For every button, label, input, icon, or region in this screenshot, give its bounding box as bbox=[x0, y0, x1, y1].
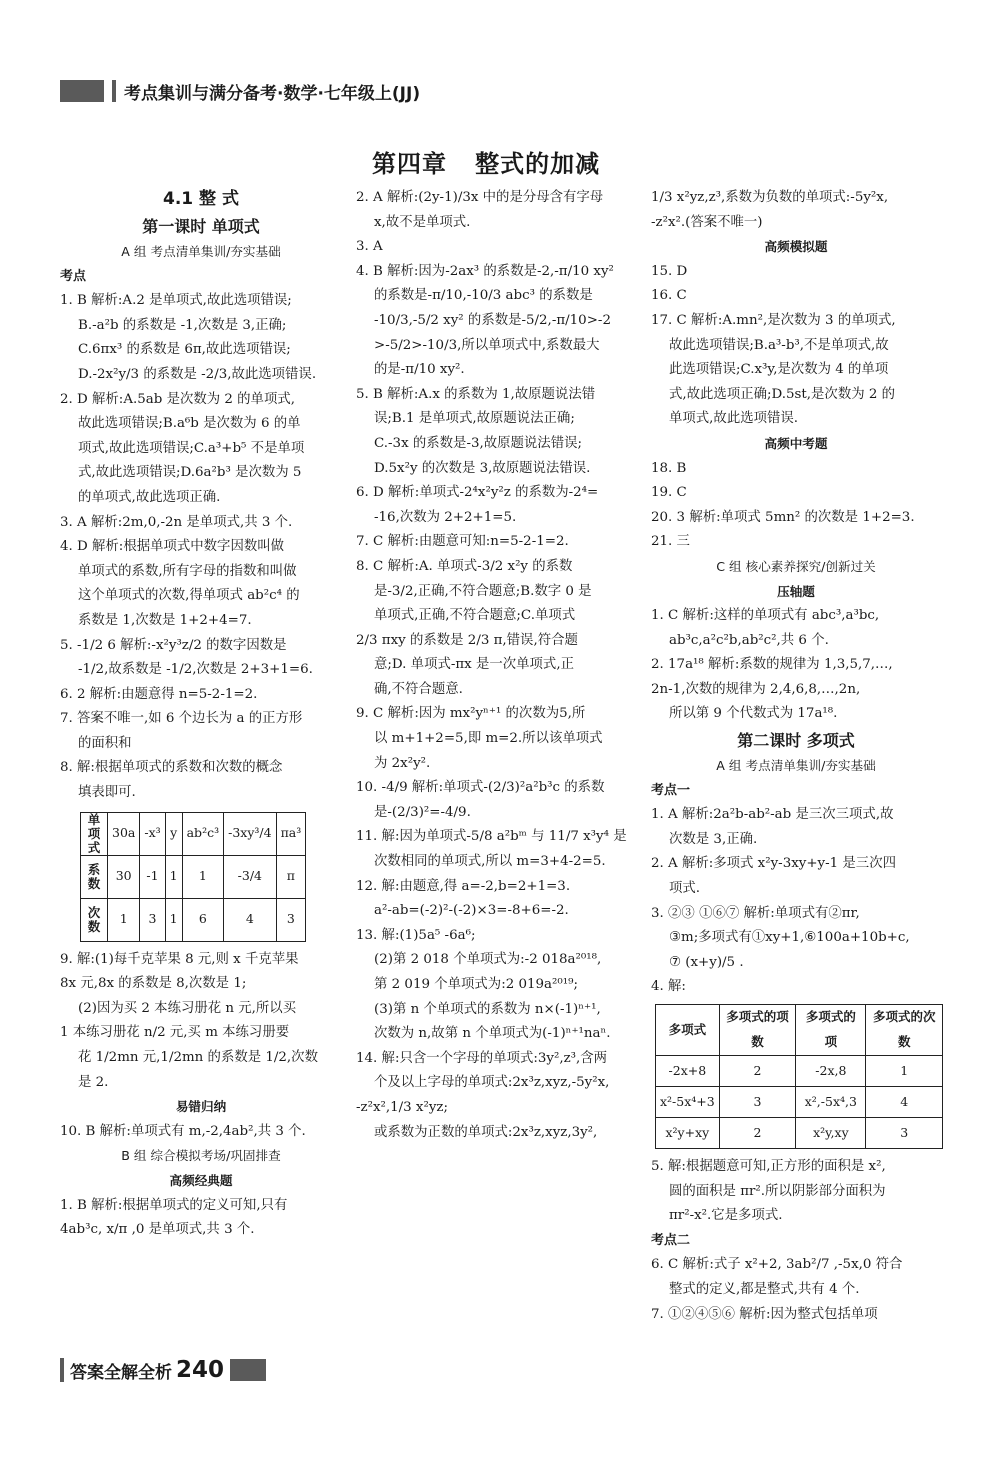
table-cell: 30a bbox=[108, 812, 140, 855]
polynomial-table bbox=[655, 1004, 943, 1149]
monomial-table bbox=[80, 812, 306, 942]
answer-line: 次数是 3,正确. bbox=[669, 831, 758, 847]
answer-line: 故此选项错误;B.a⁶b 是次数为 6 的单 bbox=[78, 416, 301, 432]
answer-lines bbox=[651, 1253, 941, 1327]
column-3 bbox=[651, 186, 941, 1327]
answer-line: 或系数为正数的单项式:2x³z,xyz,3y², bbox=[374, 1124, 598, 1140]
table-cell: 1 bbox=[165, 898, 182, 941]
answer-line: 此选项错误;C.x³y,是次数为 4 的单项 bbox=[669, 362, 889, 378]
table-cell: 3 bbox=[140, 898, 165, 941]
answer-line: 次数为 n,故第 n 个单项式为(-1)ⁿ⁺¹naⁿ. bbox=[374, 1026, 611, 1042]
answer-line: 的是-π/10 xy². bbox=[374, 362, 465, 378]
answer-line: 14. 解:只含一个字母的单项式:3y²,z³,含两 bbox=[356, 1050, 608, 1066]
subheading: 高频中考题 bbox=[764, 435, 828, 451]
answer-line: 故此选项错误;B.a³-b³,不是单项式,故 bbox=[669, 337, 889, 353]
group-heading: B 组 综合模拟考场/巩固排查 bbox=[121, 1148, 281, 1164]
table-row bbox=[81, 898, 306, 941]
answer-line: x,故不是单项式. bbox=[374, 214, 471, 230]
footer-bar bbox=[230, 1359, 266, 1381]
answer-line: 式,故此选项正确;D.5st,是次数为 2 的 bbox=[669, 386, 896, 402]
answer-line: 个及以上字母的单项式:2x³z,xyz,-5y²x, bbox=[374, 1075, 610, 1091]
answer-line: 2/3 πxy 的系数是 2/3 π,错误,符合题 bbox=[356, 632, 578, 648]
answer-line: 所以第 9 个代数式为 17a¹⁸. bbox=[669, 706, 838, 722]
answer-lines bbox=[651, 1155, 941, 1229]
table-cell: -2x+8 bbox=[656, 1056, 720, 1087]
answer-line: 2n-1,次数的规律为 2,4,6,8,…,2n, bbox=[651, 681, 861, 697]
answer-line: 式,故此选项错误;D.6a²b³ 是次数为 5 bbox=[78, 465, 302, 481]
answer-line: -z²x²,1/3 x²yz; bbox=[356, 1099, 448, 1115]
table-cell: 3 bbox=[719, 1087, 795, 1118]
answer-line: 项式,故此选项错误;C.a³+b⁵ 不是单项 bbox=[78, 440, 305, 456]
answer-lines bbox=[60, 948, 342, 1096]
group-heading: A 组 考点清单集训/夯实基础 bbox=[716, 758, 876, 774]
table-cell: 30 bbox=[108, 855, 140, 898]
table-cell: 系数 bbox=[81, 855, 108, 898]
answer-line: 项式. bbox=[669, 881, 701, 897]
answer-line: 6. 2 解析:由题意得 n=5-2-1=2. bbox=[60, 686, 258, 702]
answer-line: 16. C bbox=[651, 288, 687, 304]
answer-line: 4. 解: bbox=[651, 979, 686, 995]
answer-line: 1. A 解析:2a²b-ab²-ab 是三次三项式,故 bbox=[651, 807, 894, 823]
table-cell: 3 bbox=[866, 1118, 943, 1149]
answer-line: 第 2 019 个单项式为:2 019a²⁰¹⁹; bbox=[374, 977, 579, 992]
header-bar bbox=[60, 80, 104, 102]
answer-line: (2)因为买 2 本练习册花 n 元,所以买 bbox=[78, 1000, 297, 1016]
answer-line: 19. C bbox=[651, 485, 687, 501]
answer-line: D.-2x²y/3 的系数是 -2/3,故此选项错误. bbox=[78, 366, 317, 382]
footer-separator bbox=[60, 1358, 64, 1382]
kaodian-heading: 考点一 bbox=[651, 782, 691, 798]
table-cell: 2 bbox=[719, 1118, 795, 1149]
answer-line: (2)第 2 018 个单项式为:-2 018a²⁰¹⁸, bbox=[374, 952, 602, 968]
table-row bbox=[656, 1005, 943, 1056]
table-cell: -3/4 bbox=[224, 855, 276, 898]
table-cell: π bbox=[276, 855, 306, 898]
answer-line: 圆的面积是 πr².所以阴影部分面积为 bbox=[669, 1183, 886, 1199]
answer-line: 20. 3 解析:单项式 5mn² 的次数是 1+2=3. bbox=[651, 509, 915, 525]
answer-lines bbox=[651, 803, 941, 1000]
answer-line: 是-(2/3)²=-4/9. bbox=[374, 804, 471, 820]
answer-line: ab³c,a²c²b,ab²c²,共 6 个. bbox=[669, 632, 829, 648]
table-cell: y bbox=[165, 812, 182, 855]
table-cell: πa³ bbox=[276, 812, 306, 855]
table-cell: x²-5x⁴+3 bbox=[656, 1087, 720, 1118]
table-cell: 1 bbox=[182, 855, 223, 898]
answer-line: 3. A 解析:2m,0,-2n 是单项式,共 3 个. bbox=[60, 514, 293, 530]
answer-line: 系数是 1,次数是 1+2+4=7. bbox=[78, 612, 252, 628]
answer-line: 为 2x²y². bbox=[374, 755, 431, 771]
answer-line: 花 1/2mn 元,1/2mn 的系数是 1/2,次数 bbox=[78, 1050, 318, 1066]
answer-line: 1. C 解析:这样的单项式有 abc³,a³bc, bbox=[651, 608, 880, 624]
answer-lines bbox=[651, 457, 941, 555]
subheading: 高频模拟题 bbox=[764, 239, 828, 255]
table-row bbox=[656, 1118, 943, 1149]
table-cell: 3 bbox=[276, 898, 306, 941]
answer-line: 7. C 解析:由题意可知:n=5-2-1=2. bbox=[356, 534, 569, 550]
table-cell: x²y,xy bbox=[796, 1118, 866, 1149]
answer-line: 1. B 解析:A.2 是单项式,故此选项错误; bbox=[60, 293, 292, 309]
lesson-title: 第二课时 多项式 bbox=[737, 731, 855, 751]
column-2 bbox=[356, 186, 640, 1145]
answer-line: -10/3,-5/2 xy² 的系数是-5/2,-π/10>-2 bbox=[374, 312, 611, 328]
answer-line: D.5x²y 的次数是 3,故原题说法错误. bbox=[374, 460, 591, 476]
chapter-title: 第四章 整式的加减 bbox=[372, 150, 601, 178]
table-cell: x²,-5x⁴,3 bbox=[796, 1087, 866, 1118]
answer-line: -1/2,故系数是 -1/2,次数是 2+3+1=6. bbox=[78, 662, 313, 678]
answer-line: C.6πx³ 的系数是 6π,故此选项错误; bbox=[78, 342, 291, 358]
table-cell: 6 bbox=[182, 898, 223, 941]
subheading: 压轴题 bbox=[777, 583, 815, 599]
answer-line: 2. A 解析:(2y-1)/3x 中的是分母含有字母 bbox=[356, 190, 604, 205]
table-cell: -3xy³/4 bbox=[224, 812, 276, 855]
answer-line: 意;D. 单项式-πx 是一次单项式,正 bbox=[374, 657, 574, 673]
answer-line: ③m;多项式有①xy+1,⑥100a+10b+c, bbox=[669, 930, 910, 946]
answer-line: 确,不符合题意. bbox=[374, 681, 463, 697]
answer-line: a²-ab=(-2)²-(-2)×3=-8+6=-2. bbox=[374, 903, 569, 919]
answer-line: 的单项式,故此选项正确. bbox=[78, 489, 221, 505]
table-cell: -1 bbox=[140, 855, 165, 898]
answer-lines bbox=[60, 1194, 342, 1243]
answer-lines bbox=[651, 260, 941, 432]
answer-line: (3)第 n 个单项式的系数为 n×(-1)ⁿ⁺¹, bbox=[374, 1001, 601, 1017]
table-row bbox=[81, 812, 306, 855]
answer-line: -z²x².(答案不唯一) bbox=[651, 214, 763, 230]
answer-line: 4ab³c, x/π ,0 是单项式,共 3 个. bbox=[60, 1222, 255, 1238]
answer-line: 误;B.1 是单项式,故原题说法正确; bbox=[374, 411, 575, 427]
kaodian-heading: 考点二 bbox=[651, 1232, 691, 1248]
answer-line: 5. -1/2 6 解析:-x²y³z/2 的数字因数是 bbox=[60, 637, 287, 653]
answer-line: 8x 元,8x 的系数是 8,次数是 1; bbox=[60, 976, 247, 992]
answer-line: 的面积和 bbox=[78, 735, 132, 751]
answer-line: 2. 17a¹⁸ 解析:系数的规律为 1,3,5,7,…, bbox=[651, 657, 893, 673]
answer-line: 8. C 解析:A. 单项式-3/2 x²y 的系数 bbox=[356, 558, 573, 574]
answer-line: 6. C 解析:式子 x²+2, 3ab²/7 ,-5x,0 符合 bbox=[651, 1257, 903, 1273]
answer-line: 3. A bbox=[356, 239, 383, 255]
answer-line: 1/3 x²yz,z³,系数为负数的单项式:-5y²x, bbox=[651, 190, 889, 205]
answer-line: ⑦ (x+y)/5 . bbox=[669, 954, 744, 970]
answer-line: 2. D 解析:A.5ab 是次数为 2 的单项式, bbox=[60, 391, 295, 407]
table-row bbox=[656, 1087, 943, 1118]
answer-line: 次数相同的单项式,所以 m=3+4-2=5. bbox=[374, 854, 606, 870]
answer-line: 3. ②③ ①⑥⑦ 解析:单项式有②πr, bbox=[651, 905, 860, 921]
lesson-title: 第一课时 单项式 bbox=[142, 217, 260, 236]
section-title: 4.1 整 式 bbox=[163, 189, 239, 209]
answer-line: 11. 解:因为单项式-5/8 a²bᵐ 与 11/7 x³y⁴ 是 bbox=[356, 829, 627, 845]
subheading: 高频经典题 bbox=[169, 1173, 233, 1188]
answer-line: 7. 答案不唯一,如 6 个边长为 a 的正方形 bbox=[60, 711, 303, 727]
answer-line: 这个单项式的次数,得单项式 ab²c⁴ 的 bbox=[78, 588, 300, 604]
answer-line: 2. A 解析:多项式 x²y-3xy+y-1 是三次四 bbox=[651, 856, 896, 872]
kaodian-heading: 考点 bbox=[60, 268, 87, 284]
answer-line: 是 2. bbox=[78, 1074, 109, 1090]
answer-line: 9. C 解析:因为 mx²yⁿ⁺¹ 的次数为5,所 bbox=[356, 706, 586, 722]
answer-line: πr²-x².它是多项式. bbox=[669, 1208, 783, 1224]
answer-line: 9. 解:(1)每千克苹果 8 元,则 x 千克苹果 bbox=[60, 951, 299, 967]
answer-line: 8. 解:根据单项式的系数和次数的概念 bbox=[60, 760, 283, 776]
table-cell: -x³ bbox=[140, 812, 165, 855]
table-cell: 多项式的项数 bbox=[719, 1005, 795, 1056]
table-cell: 2 bbox=[719, 1056, 795, 1087]
page-footer bbox=[60, 1356, 266, 1384]
group-heading: A 组 考点清单集训/夯实基础 bbox=[121, 244, 281, 259]
answer-line: 填表即可. bbox=[78, 785, 136, 801]
answer-line: 4. B 解析:因为-2ax³ 的系数是-2,-π/10 xy² bbox=[356, 263, 614, 279]
table-cell: ab²c³ bbox=[182, 812, 223, 855]
answer-line: 12. 解:由题意,得 a=-2,b=2+1=3. bbox=[356, 878, 571, 894]
answer-lines bbox=[356, 186, 640, 1145]
answer-line: 4. D 解析:根据单项式中数字因数叫做 bbox=[60, 539, 285, 555]
answer-line: 1 本练习册花 n/2 元,买 m 本练习册要 bbox=[60, 1025, 290, 1041]
table-cell: 多项式的项 bbox=[796, 1005, 866, 1056]
answer-line: 5. B 解析:A.x 的系数为 1,故原题说法错 bbox=[356, 386, 596, 402]
answer-line: 17. C 解析:A.mn²,是次数为 3 的单项式, bbox=[651, 312, 896, 328]
answer-line: 1. B 解析:根据单项式的定义可知,只有 bbox=[60, 1197, 288, 1213]
header-separator bbox=[112, 80, 116, 102]
table-cell: 4 bbox=[224, 898, 276, 941]
answer-line: 10. B 解析:单项式有 m,-2,4ab²,共 3 个. bbox=[60, 1123, 306, 1139]
table-cell: 1 bbox=[866, 1056, 943, 1087]
answer-line: 的系数是-π/10,-10/3 abc³ 的系数是 bbox=[374, 288, 593, 304]
page-number: 240 bbox=[176, 1357, 225, 1383]
answer-line: C.-3x 的系数是-3,故原题说法错误; bbox=[374, 435, 582, 451]
answer-line: 7. ①②④⑤⑥ 解析:因为整式包括单项 bbox=[651, 1306, 878, 1322]
answer-line: 单项式,故此选项错误. bbox=[669, 411, 799, 427]
table-cell: 多项式 bbox=[656, 1005, 720, 1056]
answer-line: -16,次数为 2+2+1=5. bbox=[374, 509, 517, 525]
answer-line: 10. -4/9 解析:单项式-(2/3)²a²b³c 的系数 bbox=[356, 780, 605, 796]
table-cell: 多项式的次数 bbox=[866, 1005, 943, 1056]
table-row bbox=[656, 1056, 943, 1087]
table-cell: 4 bbox=[866, 1087, 943, 1118]
subheading: 易错归纳 bbox=[175, 1099, 227, 1115]
answer-line: 15. D bbox=[651, 263, 688, 279]
table-cell: x²y+xy bbox=[656, 1118, 720, 1149]
answer-lines bbox=[651, 186, 941, 235]
answer-line: 18. B bbox=[651, 460, 687, 476]
page-header bbox=[60, 78, 420, 104]
table-cell: 单项式 bbox=[81, 812, 108, 855]
answer-line: 21. 三 bbox=[651, 534, 690, 550]
answer-line: B.-a²b 的系数是 -1,次数是 3,正确; bbox=[78, 317, 287, 333]
answer-line: 以 m+1+2=5,即 m=2.所以该单项式 bbox=[374, 731, 603, 747]
answer-line: 单项式,正确,不符合题意;C.单项式 bbox=[374, 608, 576, 624]
answer-line: >-5/2>-10/3,所以单项式中,系数最大 bbox=[374, 337, 600, 353]
answer-line: 整式的定义,都是整式,共有 4 个. bbox=[669, 1281, 860, 1297]
table-cell: 1 bbox=[108, 898, 140, 941]
table-cell: 次数 bbox=[81, 898, 108, 941]
footer-label: 答案全解全析 bbox=[70, 1362, 172, 1383]
answer-line: 13. 解:(1)5a⁵ -6a⁶; bbox=[356, 927, 476, 943]
answer-line: 是-3/2,正确,不符合题意;B.数字 0 是 bbox=[374, 583, 592, 599]
answer-line: 单项式的系数,所有字母的指数和叫做 bbox=[78, 563, 297, 579]
table-row bbox=[81, 855, 306, 898]
header-title: 考点集训与满分备考·数学·七年级上(JJ) bbox=[124, 83, 421, 104]
answer-lines bbox=[651, 604, 941, 727]
column-1 bbox=[60, 186, 342, 1243]
table-cell: 1 bbox=[165, 855, 182, 898]
answer-line: 5. 解:根据题意可知,正方形的面积是 x², bbox=[651, 1159, 886, 1174]
answer-line: 6. D 解析:单项式-2⁴x²y²z 的系数为-2⁴= bbox=[356, 485, 599, 501]
group-heading: C 组 核心素养探究/创新过关 bbox=[716, 558, 876, 574]
answer-lines bbox=[60, 289, 342, 805]
table-cell: -2x,8 bbox=[796, 1056, 866, 1087]
